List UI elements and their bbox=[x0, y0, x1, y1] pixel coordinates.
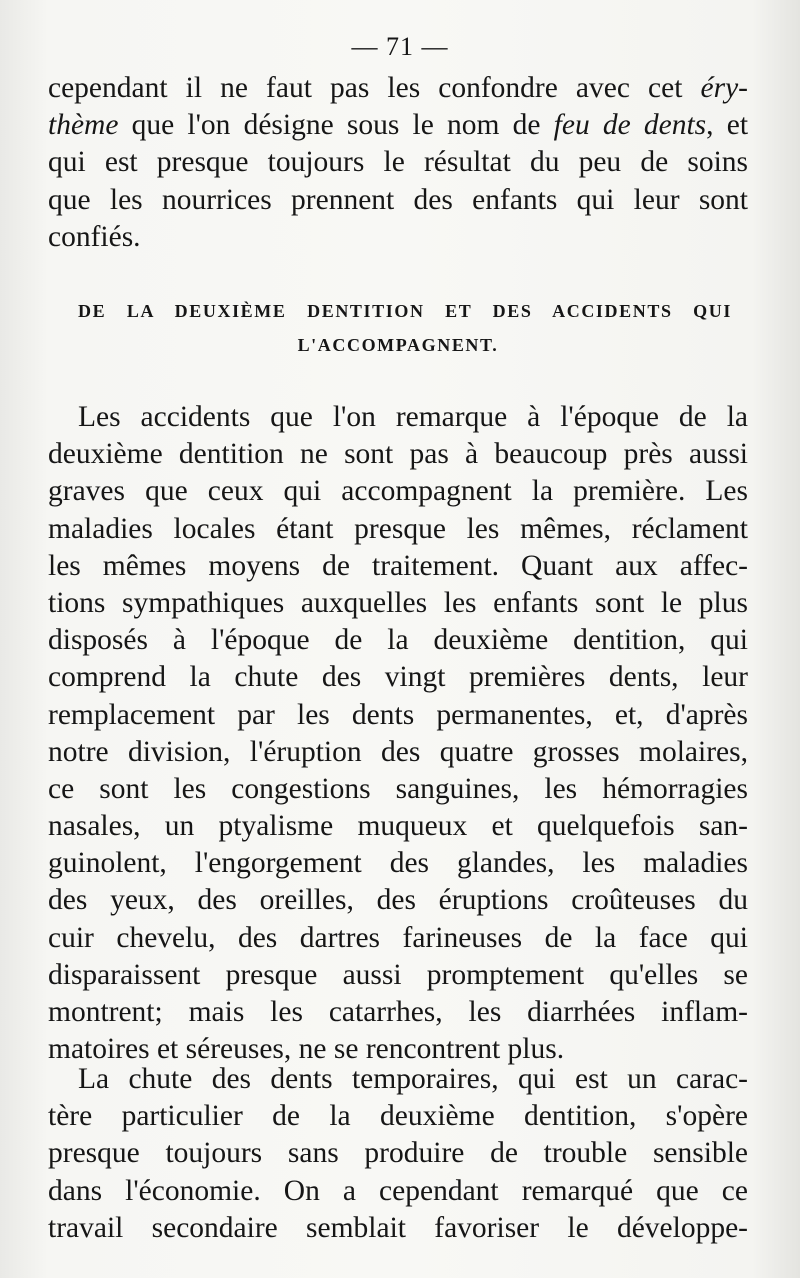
italic-term: éry- bbox=[700, 72, 749, 104]
text-line: les mêmes moyens de traitement. Quant aux affec- bbox=[48, 549, 748, 582]
text-line: disposés à l'époque de la deuxième dentition, qui bbox=[48, 624, 748, 657]
text-line: maladies locales étant presque les mêmes, réclament bbox=[48, 512, 748, 545]
page-number: — 71 — bbox=[351, 32, 449, 61]
text-segment: , et bbox=[706, 109, 749, 142]
text-line: La chute des dents temporaires, qui est un carac- bbox=[78, 1063, 748, 1095]
text-line: remplacement par les dents permanentes, et, d'après bbox=[48, 698, 748, 731]
heading-line: L'ACCOMPAGNENT. bbox=[297, 335, 499, 355]
text-line: travail secondaire semblait favoriser le développe- bbox=[48, 1211, 748, 1244]
text-line: deuxième dentition ne sont pas à beaucoup près aussi bbox=[48, 438, 748, 471]
text-line: matoires et séreuses, ne se rencontrent plus. bbox=[48, 1033, 565, 1066]
text-line: graves que ceux qui accompagnent la première. Les bbox=[48, 475, 748, 508]
text-line: ce sont les congestions sanguines, les hémorragies bbox=[48, 772, 748, 805]
text-line bbox=[48, 70, 748, 107]
text-line: Les accidents que l'on remarque à l'époque de la bbox=[78, 401, 748, 433]
text-line: des yeux, des oreilles, des éruptions croûteuses du bbox=[48, 884, 748, 917]
text-line: notre division, l'éruption des quatre grosses molaires, bbox=[48, 735, 748, 768]
section-heading bbox=[48, 294, 748, 362]
intro-paragraph bbox=[48, 70, 748, 256]
text-line bbox=[48, 107, 748, 144]
italic-term: thème bbox=[48, 109, 119, 142]
text-segment: cependant il ne faut pas les confondre avec cet bbox=[48, 72, 683, 104]
text-line: nasales, un ptyalisme muqueux et quelquefois san- bbox=[48, 810, 748, 843]
body-paragraph-2 bbox=[48, 1061, 748, 1247]
text-line: montrent; mais les catarrhes, les diarrhées inflam- bbox=[48, 996, 748, 1028]
italic-term: feu de dents bbox=[553, 109, 707, 142]
text-line: qui est presque toujours le résultat du peu de soins bbox=[48, 146, 748, 179]
text-line: confiés. bbox=[48, 220, 141, 253]
text-line: tions sympathiques auxquelles les enfants sont le plus bbox=[48, 586, 748, 619]
text-line: disparaissent presque aussi promptement qu'elles se bbox=[48, 958, 748, 991]
text-line: comprend la chute des vingt premières dents, leur bbox=[48, 661, 748, 694]
text-line: presque toujours sans produire de trouble sensible bbox=[48, 1137, 748, 1170]
heading-line: DE LA DEUXIÈME DENTITION ET DES ACCIDENTS QUI bbox=[78, 301, 732, 321]
text-line: cuir chevelu, des dartres farineuses de la face qui bbox=[48, 921, 748, 954]
text-line: guinolent, l'engorgement des glandes, les maladies bbox=[48, 847, 748, 880]
text-line: tère particulier de la deuxième dentition, s'opère bbox=[48, 1100, 748, 1133]
body-paragraph-1 bbox=[48, 399, 748, 1068]
text-segment: que l'on désigne sous le nom de bbox=[131, 109, 541, 142]
text-line: que les nourrices prennent des enfants qui leur sont bbox=[48, 183, 748, 216]
text-line: dans l'économie. On a cependant remarqué que ce bbox=[48, 1174, 748, 1207]
